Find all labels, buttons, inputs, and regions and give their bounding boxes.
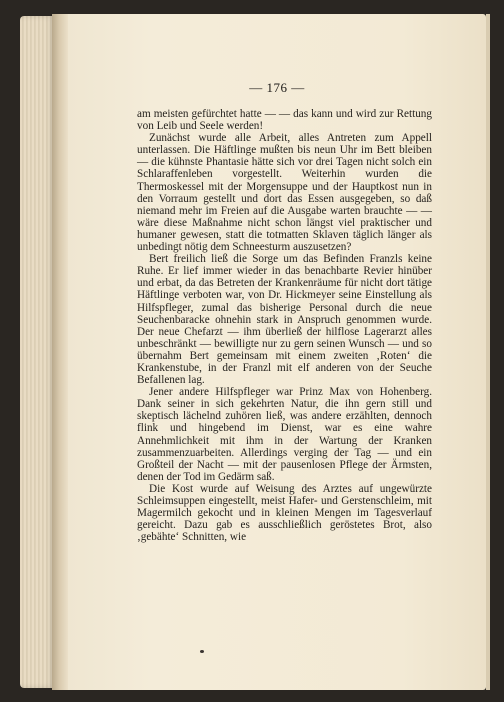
paragraph: Jener andere Hilfspfleger war Prinz Max von Hohenberg. Dank seiner in sich gekehrten Natur, die ihn gern still und skeptisch lächelnd zuhören ließ, was andere erzählten, dennoch flink und hingebend im Dienst, war es eine wahre Annehmlichkeit mit ihm in der Wartung der Kranken zusammenzuarbeiten. Allerdings verging der Tag — und ein Großteil der Nacht — mit der pausenlosen Pflege der Ärmsten, denen der Tod im Gedärm saß. — [137, 386, 432, 483]
paragraph: Bert freilich ließ die Sorge um das Befinden Franzls keine Ruhe. Er lief immer wieder in das benachbarte Revier hinüber und erbat, da das Betreten der Krankenräume für nicht dort tätige Häftlinge verboten war, von Dr. Hickmeyer seine Einstellung als Hilfspfleger, zumal das bisherige Personal durch die neue Seuchenbaracke ohnehin stark in Anspruch genommen wurde. Der neue Chefarzt — ihm überließ der hilflose Lagerarzt alles unbeschränkt — bewilligte nur zu gern seinen Wunsch — und so übernahm Bert gemeinsam mit einem zweiten ‚Roten‘ die Krankenstube, in der Franzl mit elf anderen von der Seuche Befallenen lag. — [137, 253, 432, 387]
paragraph: Die Kost wurde auf Weisung des Arztes auf ungewürzte Schleimsuppen eingestellt, meist Hafer- und Gerstenschleim, mit Magermilch gekocht und in kleinen Mengen im Tagesverlauf gereicht. Dazu gab es ausschließlich geröstetes Brot, also ‚gebähte‘ Schnitten, wie — [137, 482, 432, 544]
page-number: — 176 — — [249, 80, 305, 95]
paragraph: am meisten gefürchtet hatte — — das kann und wird zur Rettung von Leib und Seele werden! — [137, 108, 432, 133]
paragraph: Zunächst wurde alle Arbeit, alles Antreten zum Appell unterlassen. Die Häftlinge mußten bis neun Uhr im Bett bleiben — die kühnste Phantasie hätte sich vor drei Tagen nicht solch ein Schlaraffenleben vorgestellt. Weiterhin wurden die Thermoskessel mit der Morgensuppe und der Hauptkost nun in den Vorraum gestellt und dort das Essen ausgegeben, so daß niemand mehr im Freien auf die Ausgabe warten brauchte — — wäre diese Maßnahme nicht schon längst viel praktischer und humaner gewesen, statt die totmatten Sklaven täglich länger als unbedingt nötig dem Schneesturm auszusetzen? — [137, 132, 432, 254]
page-right-edge — [486, 14, 490, 690]
ink-smudge — [200, 650, 204, 653]
book-page-edges — [20, 16, 54, 688]
body-text — [137, 108, 432, 543]
